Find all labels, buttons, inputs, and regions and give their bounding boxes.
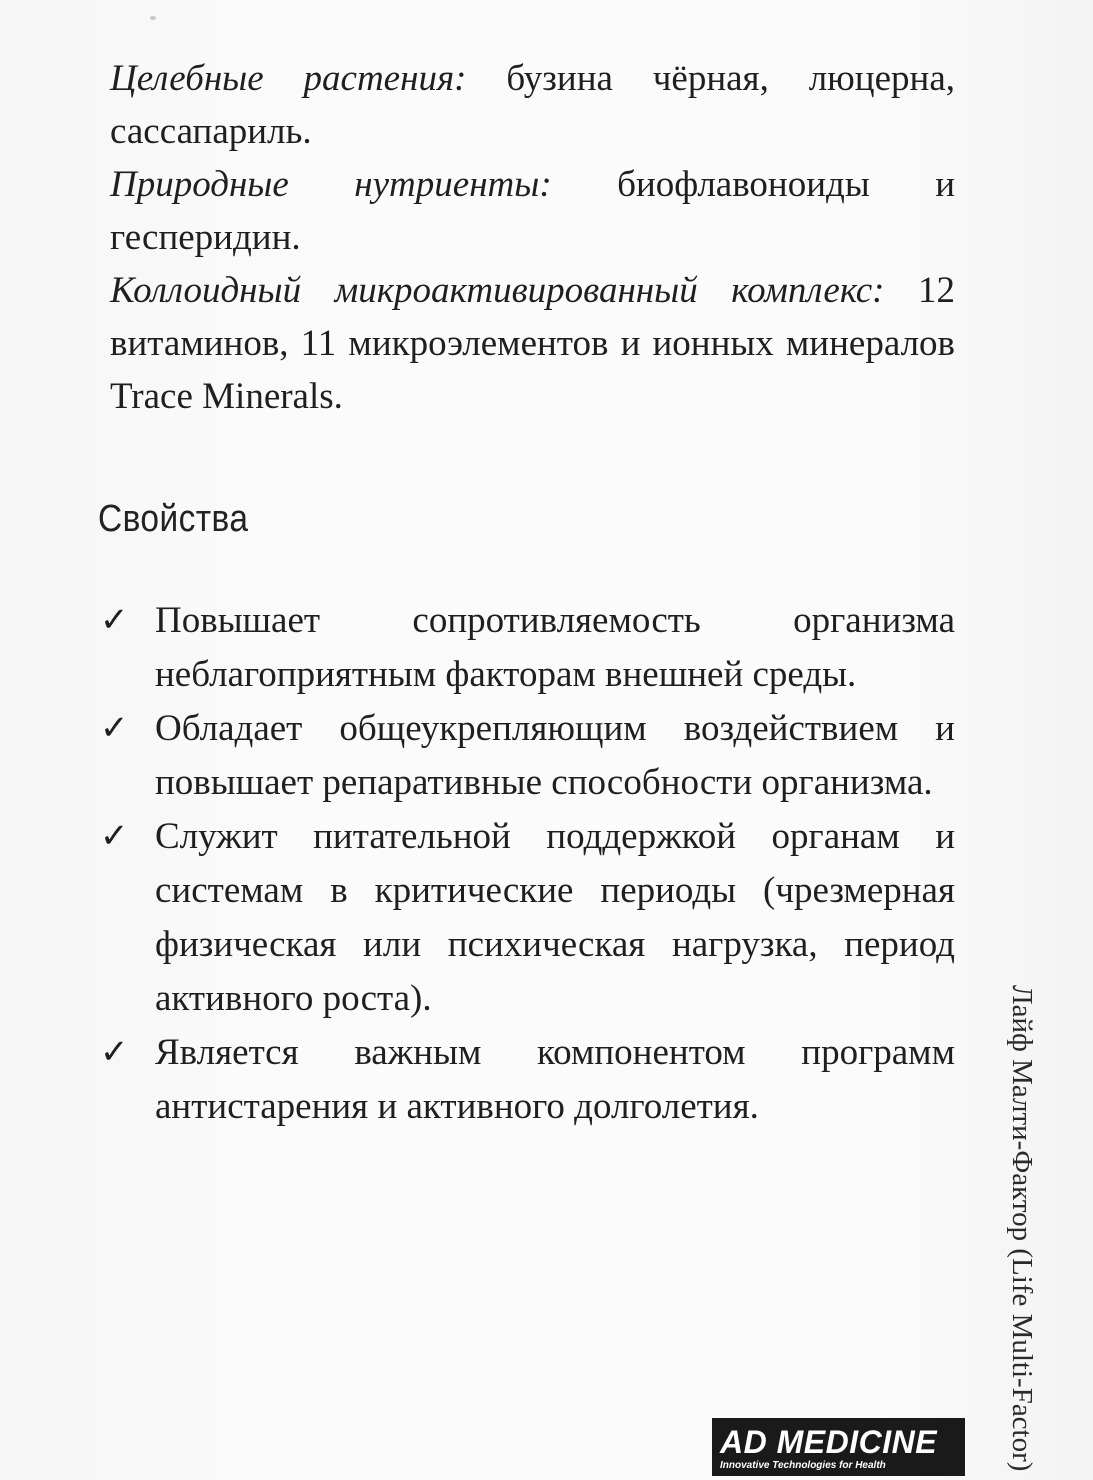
ingredient-label: Целебные растения: (110, 58, 467, 99)
checkmark-icon: ✓ (100, 602, 129, 639)
ingredient-paragraph-colloid (110, 264, 955, 423)
section-title: Свойства (98, 498, 249, 540)
list-item (100, 810, 955, 1026)
property-text: Является важным компонентом программ антистарения и активного долголетия. (155, 1032, 955, 1127)
ingredients-block (110, 52, 955, 423)
properties-list (100, 594, 955, 1134)
ingredient-text: бузина чёрная, люцерна, сассапариль. (110, 58, 955, 152)
list-item (100, 1026, 955, 1134)
ingredient-paragraph-plants (110, 52, 955, 158)
brand-logo (712, 1418, 965, 1476)
paper-speck (150, 16, 156, 20)
property-text: Обладает общеукрепляющим воздействием и повышает репаративные способности организма. (155, 708, 955, 803)
list-item (100, 594, 955, 702)
list-item (100, 702, 955, 810)
ingredient-text: 12 витаминов, 11 микроэлементов и ионных минералов Trace Minerals. (110, 270, 955, 417)
ingredient-paragraph-nutrients (110, 158, 955, 264)
ingredient-text: биофлавоноиды и гесперидин. (110, 164, 955, 258)
ingredient-label: Природные нутриенты: (110, 164, 552, 205)
property-text: Служит питательной поддержкой органам и системам в критические периоды (чрезмерная физическая или психическая нагрузка, период активного роста). (155, 816, 955, 1019)
logo-tagline: Innovative Technologies for Health (720, 1460, 886, 1471)
checkmark-icon: ✓ (100, 818, 129, 855)
side-running-title (1005, 985, 1041, 1475)
checkmark-icon: ✓ (100, 1034, 129, 1071)
ingredient-label: Коллоидный микроактивированный комплекс: (110, 270, 885, 311)
logo-wordmark: AD MEDICINE (720, 1424, 938, 1460)
checkmark-icon: ✓ (100, 710, 129, 747)
side-title-text: Лайф Малти-Фактор (Life Multi-Factor) (1006, 985, 1038, 1472)
property-text: Повышает сопротивляемость организма неблагоприятным факторам внешней среды. (155, 600, 955, 695)
